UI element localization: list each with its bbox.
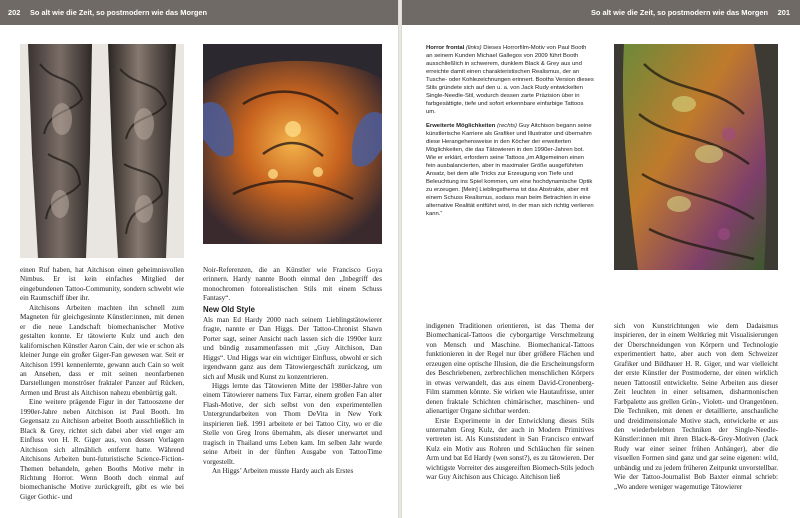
paragraph: sich von Kunstrichtungen wie dem Dadaismus inspirieren, der in einem Weltkrieg mit Visualisierungen der Überschneidungen von Körpern und Technologie experimentiert hatte, aber auch von dem Schweizer Grafiker und Bildhauer H. R. Giger, und war vielleicht der erste Künstler der Postmoderne, der einen wirklich neuen Tattoostil entwickelte. Seine Arbeiten aus dieser Zeit leuchten in einer seltsamen, disharmonischen Farbpalette aus grellen Grün-, Violett- und Orangetönen. Die Techniken, mit denen er detaillierte, anschauliche und dreidimensionale Motive stach, entwickelte er aus den wiederbelebten Techniken der Single-Needle-Künstler:innen mit ihren Black-&-Grey-Motiven (Jack Rudy war einer seiner frühen Anhänger), aber die visuellen Formen sind ganz und gar seine eigenen: wild, unbändig und zu jedem früheren Zeitpunkt unvorstellbar. Wie der Tattoo-Journalist Bob Baxter einmal schrieb: „Wo andere weniger wagemutige Tätowierer bbox=[614, 322, 778, 491]
caption-lead: Horror frontal bbox=[426, 45, 465, 51]
paragraph: Aitchisons Arbeiten machten ihn schnell zum Magneten für gleichgesinnte Künstler:innen, mit denen er die neue Landschaft biomechanischer Motive gestalten konnte. Er tätowierte Kulz und auch den kalifornischen Künstler Aaron Cain, der wie er schon als kleiner Junge ein großer Giger-Fan gewesen war. Seit er Aitchison 1991 kennenlernte, gewann auch Cain so weit an Ansehen, dass er mit seinen neonfarbenen Darstellungen monströser fraktaler Panzer auf Rücken, Armen und Brust als Aitchison nahezu ebenbürtig galt. bbox=[20, 303, 184, 397]
paragraph: Noir-Referenzen, die an Künstler wie Francisco Goya erinnern. Hardy nannte Booth einmal den „Inbegriff des monochromen fotorealistischen Stils mit einem Schuss Fantasy“. bbox=[203, 266, 382, 303]
paragraph: einen Ruf haben, hat Aitchison einen geheimnisvollen Nimbus. Er ist kein einfaches Mitglied der eingebundenen Tattoo-Community, sondern schwebt wie ein Raumschiff über ihr. bbox=[20, 266, 184, 303]
left-page bbox=[0, 0, 398, 518]
caption-horror-frontal bbox=[426, 44, 594, 116]
photo-biomech-side bbox=[614, 44, 778, 270]
left-column-2 bbox=[203, 266, 382, 512]
paragraph: Erste Experimente in der Entwicklung dieses Stils unternahm Greg Kulz, der auch in Modern Primitives vertreten ist. Als Kunststudent in San Francisco entwarf Kulz ein Motiv aus Rohren und Schläuchen für seinen Arm und bat Ed Hardy (wen sonst?), es zu tätowieren. Der wichtigste Vorreiter des ausgereiften Biomech-Stils jedoch war Guy Aitchison aus Chicago. Aitchison ließ bbox=[426, 416, 594, 482]
biomech-side-image bbox=[614, 44, 778, 270]
left-column-1 bbox=[20, 266, 184, 512]
right-page-number: 201 bbox=[777, 8, 790, 17]
leg-sleeve-image bbox=[20, 44, 184, 258]
paragraph: Eine weitere prägende Figur in der Tattooszene der 1990er-Jahre neben Aitchison ist Paul Booth. Im Gegensatz zu Aitchison arbeitet Booth ausschließlich in Black & Grey, richtet sich dabei aber viel enger am Einfluss von H. R. Giger aus, von dessen Vorlagen Aitchison sich allmählich entfernt hatte. Während Aitchisons Arbeiten bunt-futuristische Science-Fiction-Themen behandeln, gehen Booths Motive mehr in Richtung Horror. Wenn Booth doch einmal auf biomechanische Motive zurückgreift, gibt es wie bei Giger Gothic- und bbox=[20, 398, 184, 501]
right-column-1 bbox=[426, 322, 594, 512]
caption-erweiterte-moeglichkeiten bbox=[426, 122, 594, 218]
chest-tattoo-image bbox=[203, 44, 382, 244]
caption-position: (links) bbox=[465, 45, 482, 51]
captions bbox=[426, 44, 594, 264]
right-header-bar bbox=[402, 0, 800, 25]
photo-chest-tattoo bbox=[203, 44, 382, 244]
paragraph: Als man Ed Hardy 2000 nach seinem Lieblingstätowierer fragte, nannte er Dan Higgs. Der Tattoo-Chronist Shawn Porter sagt, seiner Ansicht nach lassen sich die 1990er kurz und bündig zusammenfassen mit „Guy Aitchison, Dan Higgs“. Und Higgs war ein wichtiger Einfluss, obwohl er sich irgendwann ganz aus dem Tätowiergeschäft zurückzog, um sich auf Musik und Kunst zu konzentrieren. bbox=[203, 315, 382, 381]
photo-leg-sleeve bbox=[20, 44, 184, 258]
right-running-title: So alt wie die Zeit, so postmodern wie das Morgen bbox=[591, 8, 768, 17]
paragraph: indigenen Traditionen orientieren, ist das Thema der Biomechanical-Tattoos die cyborgartige Verschmelzung von Mensch und Maschine. Biomechanical-Tattoos funktionieren in der Regel nur über größere Flächen und erzeugen eine optische Illusion, die die Erscheinungsform des Beschriebenen, zerbrechlichen menschlichen Körpers in etwas verwandelt, das aus einem David-Cronenberg-Film stammen könnte. Sie wirken wie Hautaufrisse, unter denen fraktale Schichten chimärischer, maschinen- und alienartiger Organe sichtbar werden. bbox=[426, 322, 594, 416]
caption-lead: Erweiterte Möglichkeiten bbox=[426, 123, 496, 129]
paragraph: An Higgs’ Arbeiten musste Hardy auch als Erstes bbox=[212, 467, 354, 476]
right-page bbox=[402, 0, 800, 518]
section-heading: New Old Style bbox=[203, 304, 255, 314]
caption-text: Dieses Horrorfilm-Motiv von Paul Booth an seinem Kunden Michael Gallegos von 2009 führt Booth ausschließlich in schwerem, dunklem Black & Grey aus und erreichte damit einen charakteristischen Realismus, der an Tusche- oder Kohlezeichnungen erinnert. Booths Version dieses Stils gründete sich auf den u. a. von Jack Rudy entwickelten Single-Needle-Stil, wodurch dessen zarte Präzision über in farbgesättigte, tiefe und sofort erkennbare einfarbige Tattoos um. bbox=[426, 45, 594, 115]
left-header-bar bbox=[0, 0, 398, 25]
right-column-2 bbox=[614, 322, 778, 512]
caption-position: (rechts) bbox=[497, 123, 518, 129]
left-page-number: 202 bbox=[8, 8, 21, 17]
paragraph: Higgs lernte das Tätowieren Mitte der 1980er-Jahre von einem Tätowierer namens Tux Farrar, einem großen Fan alter Flash-Motive, der sich selbst von den experimentellen Untergrundarbeiten von Thom DeVita in New York inspirieren ließ. 1991 arbeitete er bei Tattoo City, wo er die Stelle von Greg Irons übernahm, als dieser unerwartet und tragisch in Thailand ums Leben kam. Im selben Jahr wurde seine Arbeit in der fünften Ausgabe von TattooTime vorgestellt. bbox=[203, 381, 382, 466]
caption-text: Guy Aitchison begann seine künstlerische Karriere als Grafiker und Illustrator und übernahm diese Herangehensweise in den Köcher der erweiterten Möglichkeiten, die das Tätowieren in den 1990er-Jahren bot. Wie er erklärt, erfordern seine Tattoos „im Allgemeinen einen fein ausbalancierten, aber in maximaler Größe ausgeführten Ansatz, bei dem alle Tricks zur Erzeugung von Tiefe und Beleuchtung ins Spiel kommen, um eine hochdynamische Optik zu erzeugen. [Mein] Lieblingsthema ist das Abstrakte, aber mit einem Schuss Realismus, sodass man beim Betrachten in eine alternative Realität entführt wird, in der man sich richtig verlieren kann.“ bbox=[426, 123, 594, 217]
left-running-title: So alt wie die Zeit, so postmodern wie das Morgen bbox=[30, 8, 207, 17]
